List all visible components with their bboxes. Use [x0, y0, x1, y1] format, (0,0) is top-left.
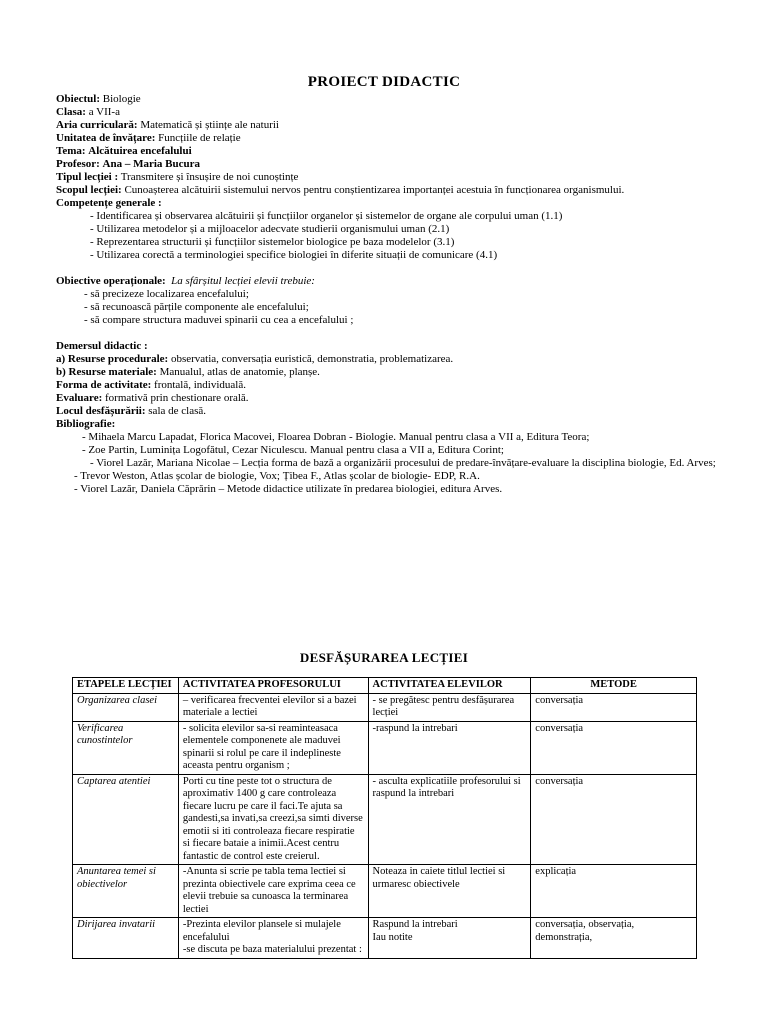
cell-activitate-profesor: Porti cu tine peste tot o structura de aproximativ 1400 g care controleaza fiecare lucru pe care il faci.Te ajuta sa gandesti,sa invati,sa creezi,sa simti diverse emotii si iti controleaza fiecare respiratie si fiecare bataie a inimii.Acest centru fantastic de control este creierul. [178, 774, 368, 865]
value: observatia, conversația euristică, demonstratia, problematizarea. [170, 353, 454, 365]
cell-metode: conversația [531, 721, 697, 774]
table-row [73, 918, 697, 959]
label: Tipul lecției : [56, 171, 119, 183]
label: Profesor: [56, 158, 100, 170]
label: Aria curriculară: [56, 119, 138, 131]
info-resurse-procedurale [56, 353, 746, 366]
document-title: PROIECT DIDACTIC [307, 74, 461, 90]
table-row [73, 693, 697, 721]
competenta-item: - Utilizarea corectă a terminologiei specifice biologiei în diferite situații de comunicare (4.1) [90, 249, 498, 261]
lesson-info [56, 93, 746, 496]
label: Forma de activitate: [56, 379, 152, 391]
cell-etapa: Dirijarea invatarii [73, 918, 179, 959]
cell-activitate-elevi: Raspund la intrebari Iau notite [368, 918, 531, 959]
header-etapele: ETAPELE LECȚIEI [73, 678, 179, 694]
label: Demersul didactic : [56, 340, 148, 352]
table-row [73, 721, 697, 774]
value: a VII-a [88, 106, 120, 118]
obiectiv-item: - să compare structura maduvei spinarii cu cea a encefalului ; [84, 314, 354, 326]
header-metode: METODE [531, 678, 697, 694]
cell-activitate-elevi: - asculta explicatiile profesorului si raspund la intrebari [368, 774, 531, 865]
section-title: DESFĂȘURAREA LECȚIEI [299, 650, 469, 665]
cell-etapa: Verificarea cunostintelor [73, 721, 179, 774]
cell-activitate-elevi: -raspund la intrebari [368, 721, 531, 774]
info-profesor [56, 158, 746, 171]
info-competente [56, 197, 746, 210]
label: Tema: [56, 145, 86, 157]
label: Bibliografie: [56, 418, 116, 430]
header-activitatea-elevilor: ACTIVITATEA ELEVILOR [368, 678, 531, 694]
label: Scopul lecției: [56, 184, 122, 196]
obiectiv-item: - să recunoască părțile componente ale encefalului; [84, 301, 309, 313]
bibliografie-item: - Zoe Partin, Luminița Logofătul, Cezar Niculescu. Manual pentru clasa a VII a, Editura Corint; [82, 444, 504, 456]
competenta-item: - Utilizarea metodelor și a mijloacelor adecvate studierii organismului uman (2.1) [90, 223, 450, 235]
table-header-row [73, 678, 697, 694]
value: - Viorel Lazăr, Mariana Nicolae – Lecția forma de bază a organizării procesului de predare-învățare-evaluare la disciplina biologie, Ed. Arves; [90, 457, 716, 469]
cell-metode: conversația [531, 774, 697, 865]
cell-activitate-profesor: – verificarea frecventei elevilor si a bazei materiale a lectiei [178, 693, 368, 721]
competenta-item: - Identificarea și observarea alcătuirii și funcțiilor organelor și sistemelor de organe ale corpului uman (1.1) [90, 210, 563, 222]
value: Matematică și științe ale naturii [140, 119, 279, 131]
value: La sfârșitul lecției elevii trebuie: [171, 275, 315, 287]
value: Transmitere și însușire de noi cunoștințe [120, 171, 299, 183]
value: formativă prin chestionare orală. [105, 392, 249, 404]
cell-etapa: Organizarea clasei [73, 693, 179, 721]
cell-metode: conversația, observația, demonstrația, [531, 918, 697, 959]
cell-metode: conversația [531, 693, 697, 721]
table-row [73, 865, 697, 918]
info-unitatea [56, 132, 746, 145]
label: Competențe generale : [56, 197, 162, 209]
info-obiectul [56, 93, 746, 106]
value: Manualul, atlas de anatomie, planșe. [159, 366, 320, 378]
header-activitatea-profesorului: ACTIVITATEA PROFESORULUI [178, 678, 368, 694]
info-clasa [56, 106, 746, 119]
label: Obiectul: [56, 93, 100, 105]
info-resurse-materiale [56, 366, 746, 379]
cell-activitate-elevi: Noteaza in caiete titlul lectiei si urmaresc obiectivele [368, 865, 531, 918]
obiectiv-item: - să precizeze localizarea encefalului; [84, 288, 249, 300]
value: sala de clasă. [148, 405, 206, 417]
label: b) Resurse materiale: [56, 366, 157, 378]
cell-metode: explicația [531, 865, 697, 918]
info-scopul [56, 184, 746, 197]
info-tipul [56, 171, 746, 184]
info-tema [56, 145, 746, 158]
cell-activitate-elevi: - se pregătesc pentru desfășurarea lecției [368, 693, 531, 721]
value: frontală, individuală. [154, 379, 246, 391]
info-bibliografie [56, 418, 746, 431]
cell-etapa: Anuntarea temei si obiectivelor [73, 865, 179, 918]
cell-activitate-profesor: -Prezinta elevilor plansele si mulajele encefalului -se discuta pe baza materialului prezentat : [178, 918, 368, 959]
value: Funcțiile de relație [158, 132, 241, 144]
competenta-item: - Reprezentarea structurii și funcțiilor sistemelor biologice pe baza modelelor (3.1) [90, 236, 455, 248]
lesson-steps-table [72, 677, 697, 959]
label: a) Resurse procedurale: [56, 353, 169, 365]
info-locul [56, 405, 746, 418]
value: Ana – Maria Bucura [102, 158, 201, 170]
value: Alcătuirea encefalului [88, 145, 192, 157]
info-forma [56, 379, 746, 392]
table-row [73, 774, 697, 865]
label: Unitatea de învățare: [56, 132, 156, 144]
cell-activitate-profesor: - solicita elevilor sa-si reaminteasaca elementele componenete ale maduvei spinarii si rolul pe care il indeplineste aceasta pentru organism ; [178, 721, 368, 774]
bibliografie-item [56, 457, 746, 470]
bibliografie-item: - Mihaela Marcu Lapadat, Florica Macovei, Floarea Dobran - Biologie. Manual pentru clasa a VII a, Editura Teora; [82, 431, 590, 443]
info-demersul [56, 340, 746, 353]
info-aria [56, 119, 746, 132]
label: Evaluare: [56, 392, 103, 404]
info-evaluare [56, 392, 746, 405]
label: Locul desfășurării: [56, 405, 146, 417]
label: Obiective operaționale: [56, 275, 166, 287]
cell-activitate-profesor: -Anunta si scrie pe tabla tema lectiei si prezinta obiectivele care exprima ceea ce elevii trebuie sa cunoasca la terminarea lectiei [178, 865, 368, 918]
value: Biologie [102, 93, 141, 105]
label: Clasa: [56, 106, 86, 118]
bibliografie-item: - Trevor Weston, Atlas școlar de biologie, Vox; Țibea F., Atlas școlar de biologie- EDP, R.A. [74, 470, 480, 482]
cell-etapa: Captarea atentiei [73, 774, 179, 865]
info-obiective [56, 275, 746, 288]
value: Cunoașterea alcătuirii sistemului nervos pentru conștientizarea importanței acestuia în funcționarea organismului. [124, 184, 625, 196]
bibliografie-item: - Viorel Lazăr, Daniela Căprărin – Metode didactice utilizate în predarea biologiei, editura Arves. [74, 483, 503, 495]
